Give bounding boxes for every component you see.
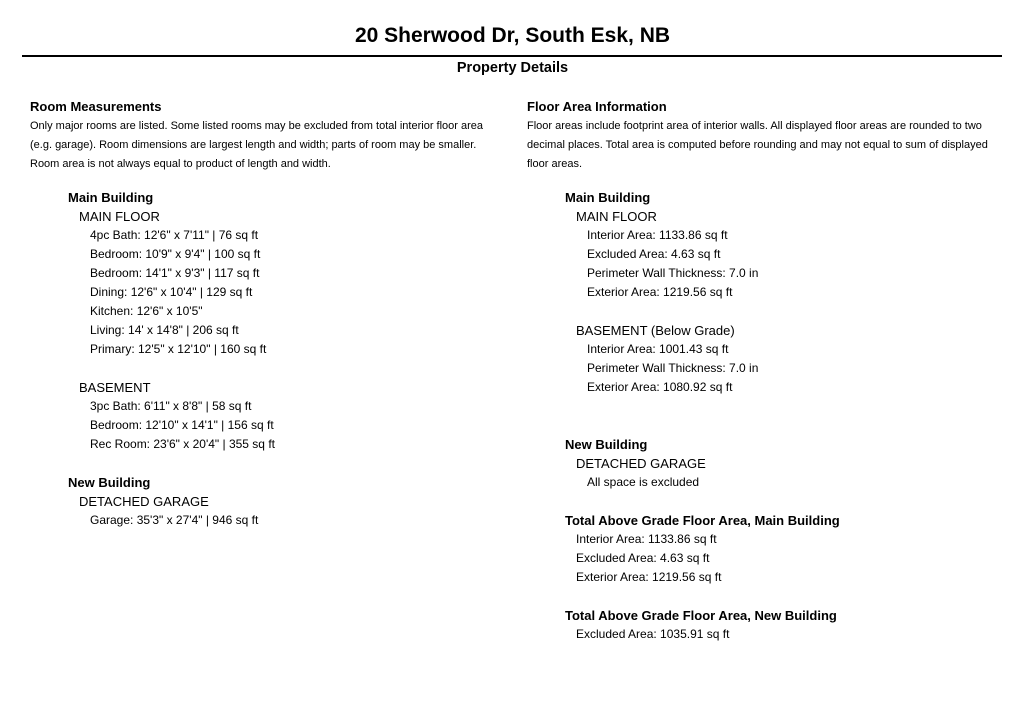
total-new-building-label: Total Above Grade Floor Area, New Building xyxy=(565,608,837,623)
area-item: Perimeter Wall Thickness: 7.0 in xyxy=(587,361,759,375)
main-floor-label: MAIN FLOOR xyxy=(576,209,657,224)
floor-area-section xyxy=(527,98,1007,644)
main-floor-label: MAIN FLOOR xyxy=(79,209,160,224)
area-item: Interior Area: 1133.86 sq ft xyxy=(587,228,728,242)
main-building-label: Main Building xyxy=(565,190,651,205)
property-address-title: 20 Sherwood Dr, South Esk, NB xyxy=(354,24,671,47)
new-building-label: New Building xyxy=(565,437,648,452)
room-item: 4pc Bath: 12'6" x 7'11" | 76 sq ft xyxy=(90,228,259,242)
area-item: Perimeter Wall Thickness: 7.0 in xyxy=(587,266,759,280)
basement-label: BASEMENT (Below Grade) xyxy=(576,323,735,338)
room-measurements-note xyxy=(30,117,500,174)
room-item: Bedroom: 12'10" x 14'1" | 156 sq ft xyxy=(90,418,274,432)
area-item: Excluded Area: 4.63 sq ft xyxy=(587,247,721,261)
room-item: Primary: 12'5" x 12'10" | 160 sq ft xyxy=(90,342,267,356)
area-item: Interior Area: 1001.43 sq ft xyxy=(587,342,729,356)
note-line: Room area is not always equal to product of length and width. xyxy=(30,158,331,170)
note-line: floor areas. xyxy=(527,158,583,170)
floor-area-heading: Floor Area Information xyxy=(527,99,667,114)
area-item: Exterior Area: 1219.56 sq ft xyxy=(587,285,733,299)
floor-area-note xyxy=(527,117,1007,174)
room-item: Bedroom: 10'9" x 9'4" | 100 sq ft xyxy=(90,247,261,261)
room-item: Kitchen: 12'6" x 10'5" xyxy=(90,304,203,318)
total-main-building-label: Total Above Grade Floor Area, Main Building xyxy=(565,513,840,528)
basement-label: BASEMENT xyxy=(79,380,151,395)
main-building-label: Main Building xyxy=(68,190,154,205)
detached-garage-label: DETACHED GARAGE xyxy=(79,494,209,509)
area-item: All space is excluded xyxy=(587,475,700,489)
total-item: Excluded Area: 1035.91 sq ft xyxy=(576,627,730,641)
room-item: Garage: 35'3" x 27'4" | 946 sq ft xyxy=(90,513,259,527)
total-item: Interior Area: 1133.86 sq ft xyxy=(576,532,717,546)
area-item: Exterior Area: 1080.92 sq ft xyxy=(587,380,733,394)
note-line: Floor areas include footprint area of interior walls. All displayed floor areas are rounded to two xyxy=(527,120,982,132)
note-line: Only major rooms are listed. Some listed rooms may be excluded from total interior floor area xyxy=(30,120,484,132)
room-item: Dining: 12'6" x 10'4" | 129 sq ft xyxy=(90,285,253,299)
header-divider xyxy=(22,55,1002,57)
detached-garage-label: DETACHED GARAGE xyxy=(576,456,706,471)
total-item: Excluded Area: 4.63 sq ft xyxy=(576,551,710,565)
note-line: (e.g. garage). Room dimensions are largest length and width; parts of room may be smaller. xyxy=(30,139,477,151)
room-measurements-section xyxy=(30,98,500,530)
property-details-subtitle: Property Details xyxy=(456,60,569,76)
room-measurements-heading: Room Measurements xyxy=(30,99,162,114)
room-item: Rec Room: 23'6" x 20'4" | 355 sq ft xyxy=(90,437,275,451)
new-building-label: New Building xyxy=(68,475,151,490)
room-item: 3pc Bath: 6'11" x 8'8" | 58 sq ft xyxy=(90,399,252,413)
note-line: decimal places. Total area is computed before rounding and may not equal to sum of displayed xyxy=(527,139,988,151)
total-item: Exterior Area: 1219.56 sq ft xyxy=(576,570,722,584)
room-item: Bedroom: 14'1" x 9'3" | 117 sq ft xyxy=(90,266,260,280)
room-item: Living: 14' x 14'8" | 206 sq ft xyxy=(90,323,239,337)
